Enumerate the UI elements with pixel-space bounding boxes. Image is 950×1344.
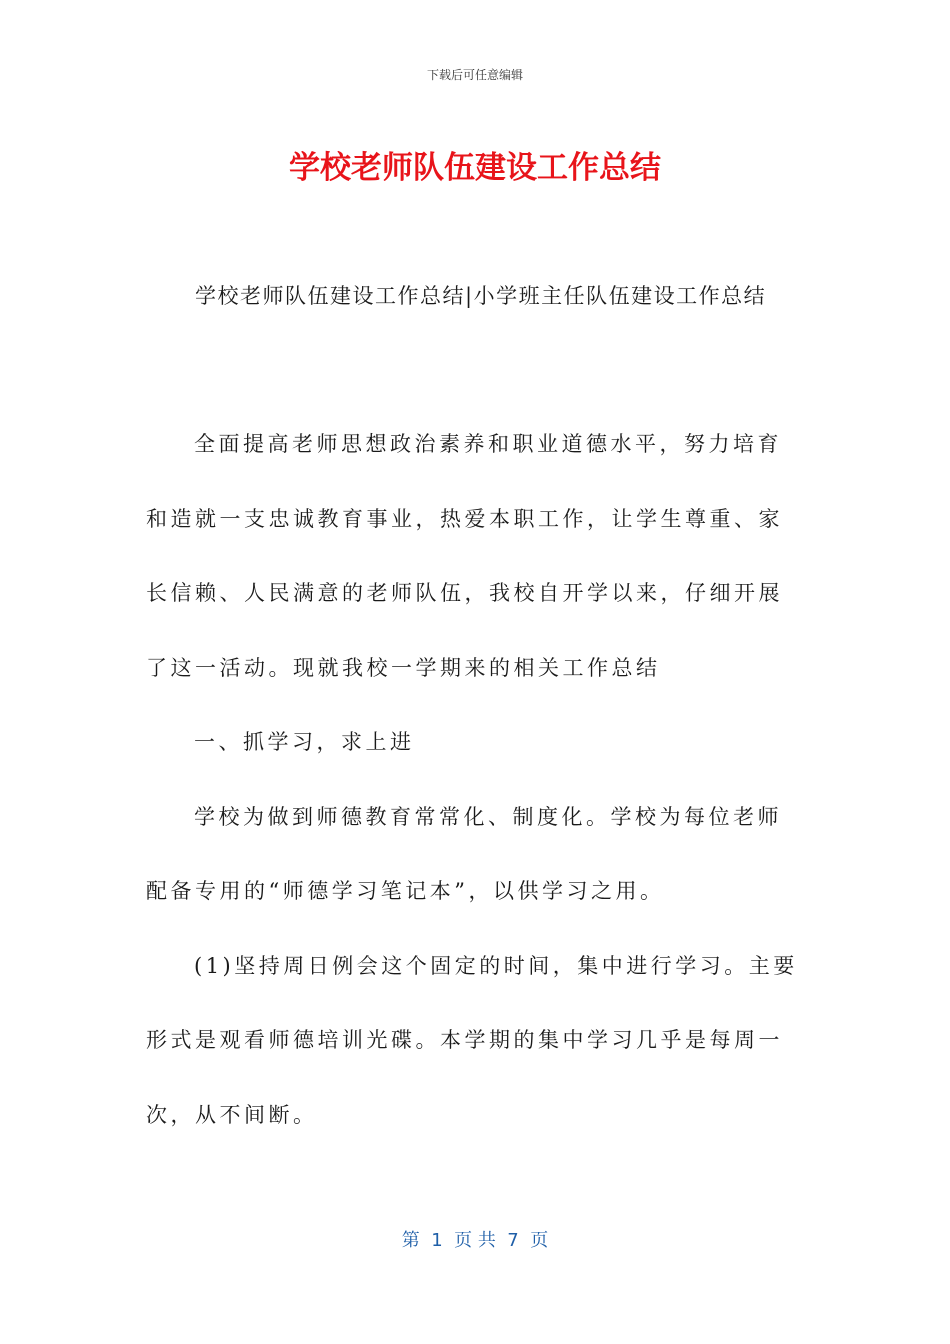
document-body xyxy=(146,407,806,1152)
paragraph-weekly-meeting: (1)坚持周日例会这个固定的时间，集中进行学习。主要形式是观看师德培训光碟。本学期的集中学习几乎是每周一次，从不间断。 xyxy=(146,953,798,1127)
section-heading: 一、抓学习，求上进 xyxy=(194,730,415,754)
page-number-footer: 第 1 页 共 7 页 xyxy=(401,1230,549,1251)
header-note: 下载后可任意编辑 xyxy=(426,68,523,82)
document-subtitle: 学校老师队伍建设工作总结|小学班主任队伍建设工作总结 xyxy=(195,284,767,308)
paragraph-notebook: 学校为做到师德教育常常化、制度化。学校为每位老师配备专用的“师德学习笔记本”，以供学习之用。 xyxy=(146,804,782,903)
paragraph-intro: 全面提高老师思想政治素养和职业道德水平，努力培育和造就一支忠诚教育事业，热爱本职工作，让学生尊重、家长信赖、人民满意的老师队伍，我校自开学以来，仔细开展了这一活动。现就我校一学期来的相关工作总结 xyxy=(146,432,783,680)
document-title: 学校老师队伍建设工作总结 xyxy=(289,150,661,186)
